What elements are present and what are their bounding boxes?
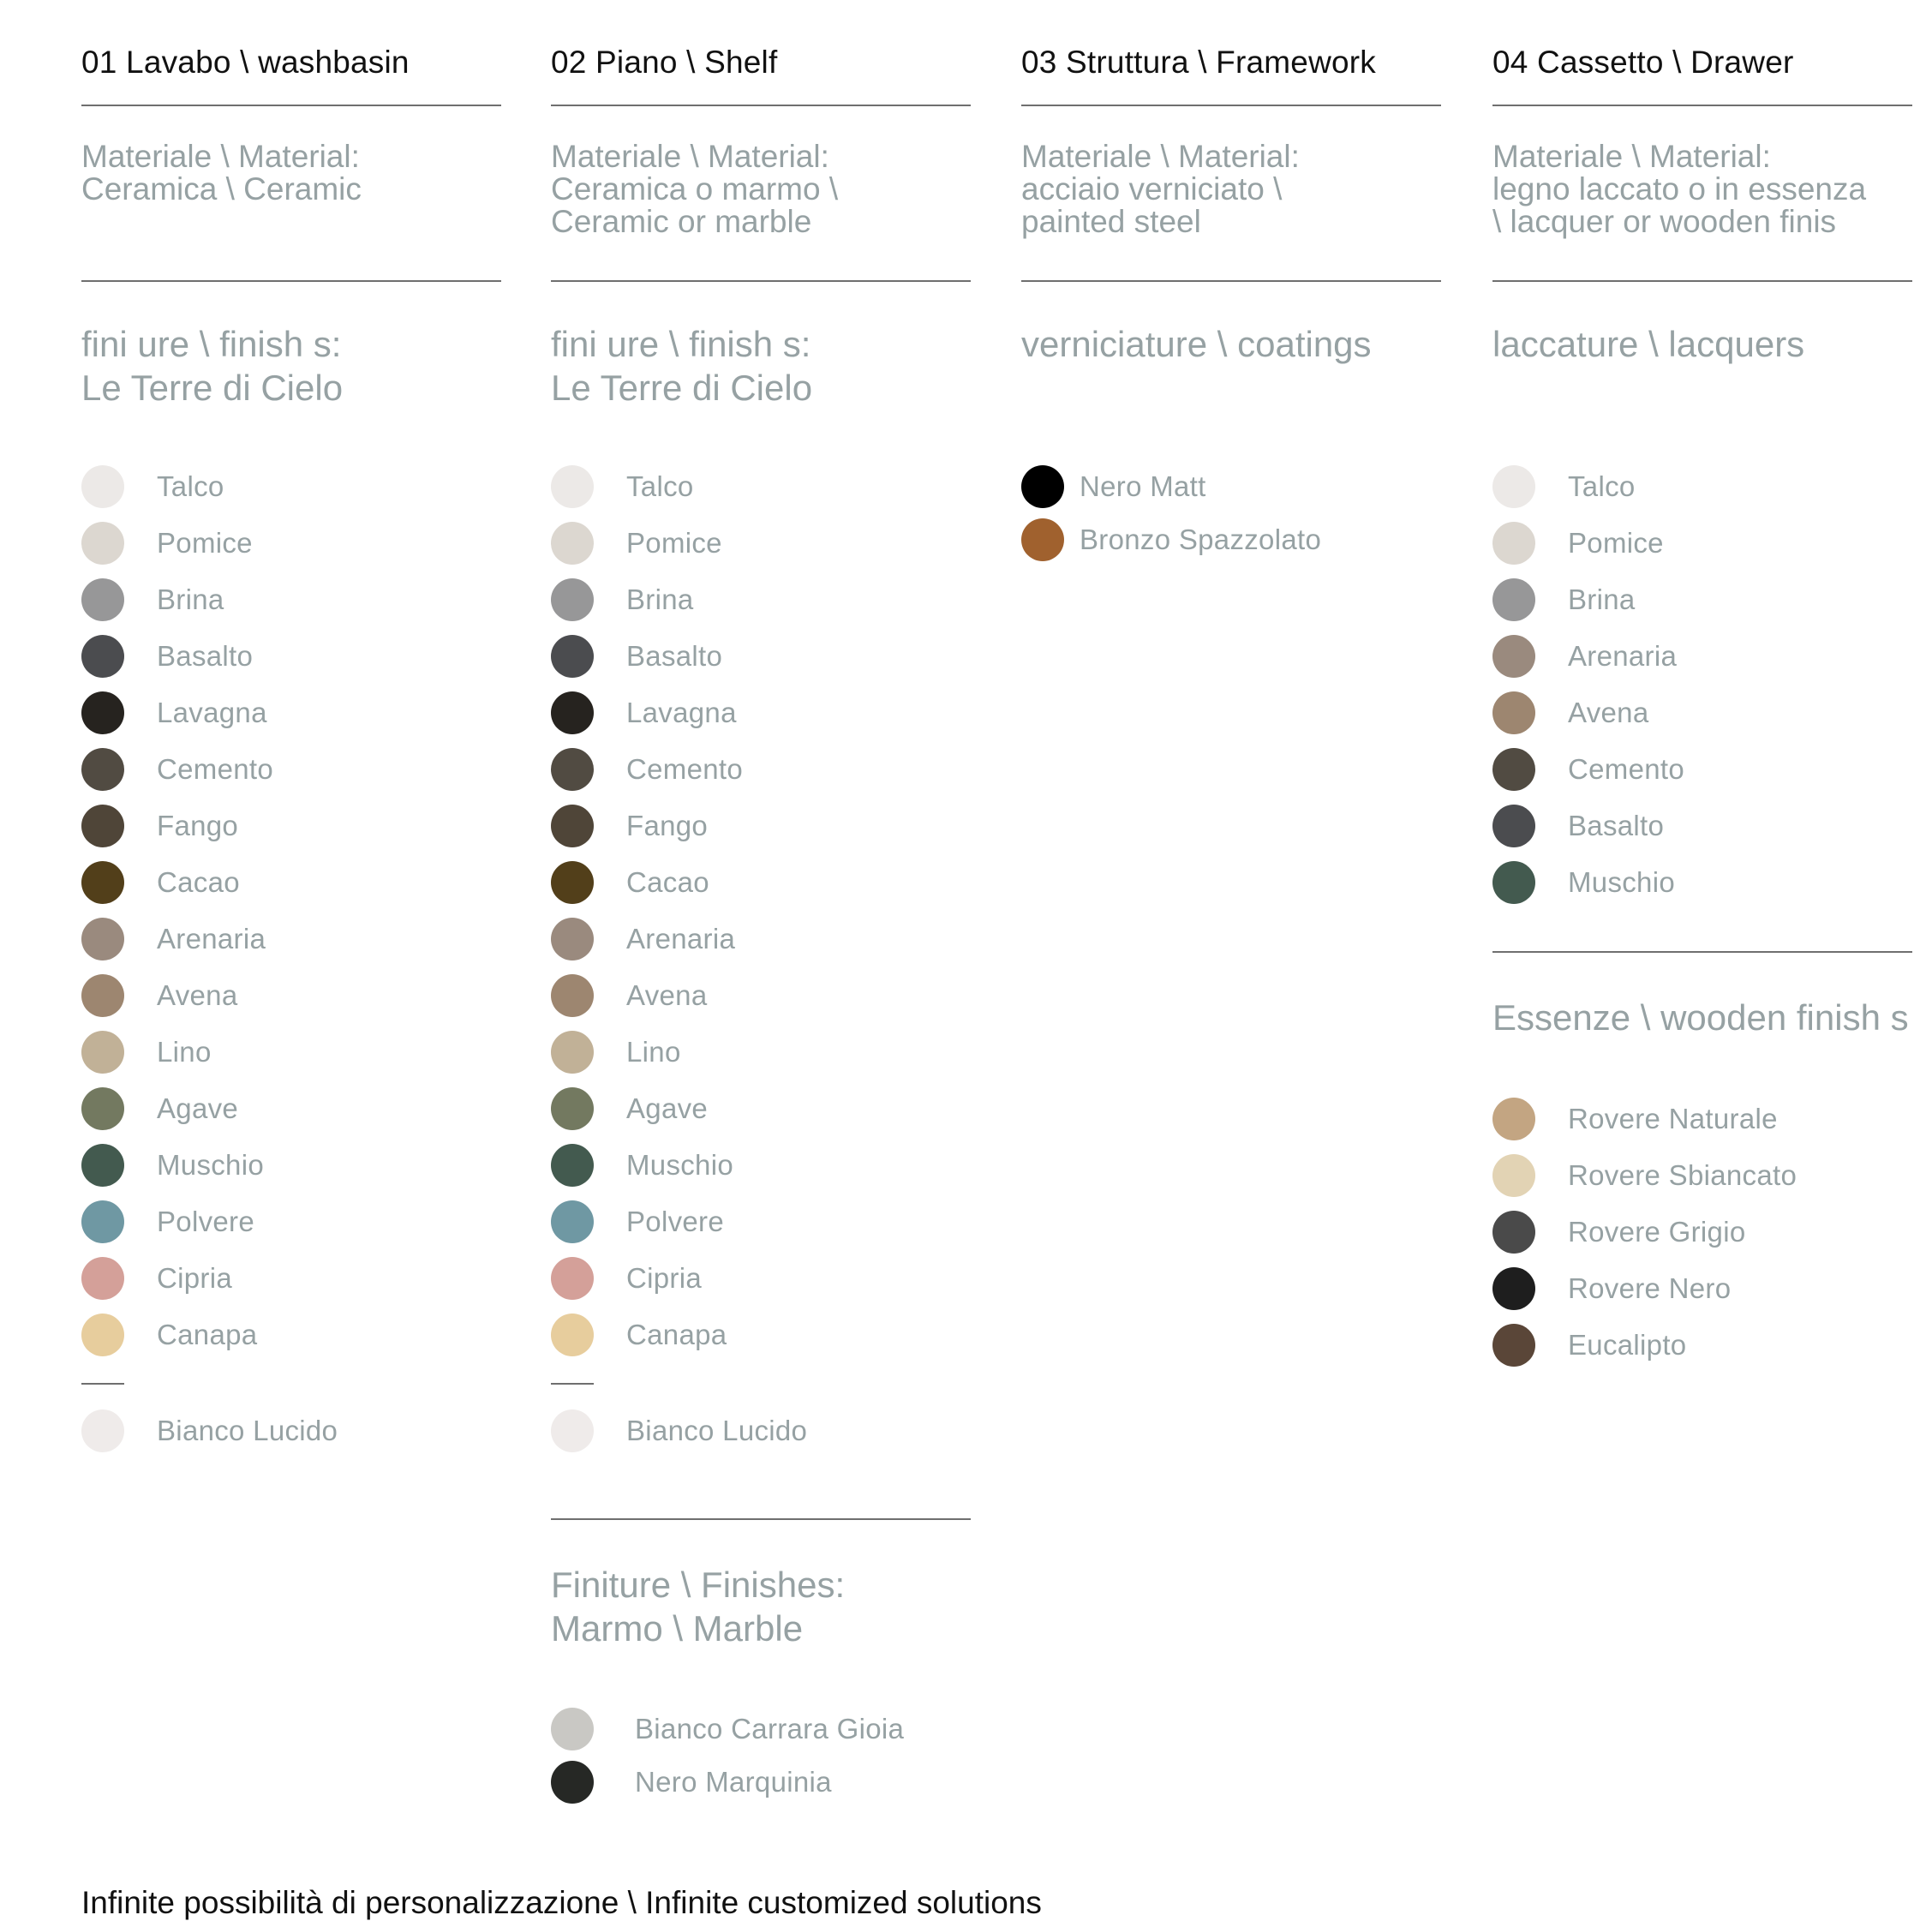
swatch-label: Pomice [1568,527,1664,559]
material-line: Materiale \ Material: [1492,139,1771,174]
finish-heading [1492,322,1804,366]
material-text [551,141,838,238]
swatch-label: Cemento [157,753,274,785]
finish-heading-line: fini ure \ finish s: [551,324,811,364]
material-line: Ceramica \ Ceramic [81,171,362,206]
swatch-label: Pomice [157,527,253,559]
divider [551,105,971,106]
swatch-label: Talco [157,470,224,502]
swatch-label: Arenaria [1568,640,1678,672]
finish-heading [1021,322,1372,366]
color-swatch-icon [551,691,594,734]
material-line: Ceramica o marmo \ [551,171,839,206]
material-line: Ceramic or marble [551,204,812,239]
finish-heading-line: laccature \ lacquers [1492,324,1805,364]
color-swatch-icon [1492,861,1535,904]
swatch-label: Fango [626,810,709,841]
finish-heading-line: fini ure \ finish s: [81,324,342,364]
color-swatch-icon [1021,518,1064,561]
color-swatch-icon [551,974,594,1017]
color-swatch-icon [1492,1098,1535,1140]
divider [551,1518,971,1520]
swatch-label: Canapa [626,1319,727,1350]
color-swatch-icon [1492,691,1535,734]
marble-heading [551,1563,845,1650]
color-swatch-icon [1492,805,1535,847]
color-swatch-icon [551,1087,594,1130]
finish-heading [551,322,812,410]
swatch-label: Muschio [157,1149,264,1181]
divider [1021,280,1441,282]
material-line: \ lacquer or wooden finis [1492,204,1837,239]
divider [551,280,971,282]
swatch-label: Eucalipto [1568,1329,1687,1361]
swatch-label: Cipria [626,1262,702,1294]
color-swatch-icon [81,691,124,734]
swatch-label: Brina [626,583,694,615]
swatch-label: Arenaria [157,923,266,955]
color-swatch-icon [81,974,124,1017]
color-swatch-icon [1492,748,1535,791]
color-swatch-icon [81,465,124,508]
color-swatch-icon [551,861,594,904]
color-swatch-icon [551,522,594,565]
swatch-label: Bianco Carrara Gioia [635,1713,905,1744]
swatch-label: Talco [626,470,694,502]
divider [81,105,501,106]
swatch-label: Talco [1568,470,1636,502]
material-text [1021,141,1300,238]
short-divider [81,1383,124,1385]
color-swatch-icon [1492,1154,1535,1197]
marble-heading-line: Marmo \ Marble [551,1608,804,1649]
color-swatch-icon [81,1409,124,1452]
color-swatch-icon [551,1200,594,1243]
material-line: Materiale \ Material: [551,139,829,174]
swatch-label: Bianco Lucido [157,1415,338,1446]
swatch-label: Brina [157,583,224,615]
color-swatch-icon [1492,1211,1535,1254]
color-swatch-icon [551,578,594,621]
color-swatch-icon [551,918,594,960]
material-text [81,141,362,206]
color-swatch-icon [81,1314,124,1356]
color-swatch-icon [81,1200,124,1243]
swatch-label: Pomice [626,527,722,559]
short-divider [551,1383,594,1385]
color-swatch-icon [1492,1267,1535,1310]
color-swatch-icon [81,1031,124,1074]
color-swatch-icon [81,918,124,960]
swatch-label: Lino [157,1036,212,1068]
swatch-label: Cipria [157,1262,232,1294]
swatch-label: Muschio [626,1149,733,1181]
swatch-label: Basalto [157,640,254,672]
wood-heading [1492,996,1909,1039]
column-title: 02 Piano \ Shelf [551,45,778,80]
finish-heading-line: Le Terre di Cielo [81,368,344,408]
column-title: 04 Cassetto \ Drawer [1492,45,1794,80]
color-swatch-icon [81,1257,124,1300]
color-swatch-icon [551,1144,594,1187]
color-swatch-icon [551,465,594,508]
color-swatch-icon [1492,1324,1535,1367]
swatch-label: Bianco Lucido [626,1415,808,1446]
color-swatch-icon [551,805,594,847]
swatch-label: Lavagna [157,697,267,728]
swatch-label: Agave [626,1092,709,1124]
material-line: legno laccato o in essenza [1492,171,1867,206]
color-swatch-icon [551,1031,594,1074]
column-title: 01 Lavabo \ washbasin [81,45,410,80]
color-swatch-icon [81,805,124,847]
divider [1492,951,1912,953]
color-swatch-icon [81,578,124,621]
swatch-label: Cemento [626,753,744,785]
wood-heading-line: Essenze \ wooden finish s [1492,997,1909,1038]
color-swatch-icon [1492,465,1535,508]
material-text [1492,141,1866,238]
swatch-label: Brina [1568,583,1636,615]
swatch-label: Avena [626,979,708,1011]
swatch-label: Cacao [626,866,709,898]
swatch-label: Rovere Grigio [1568,1216,1746,1248]
color-swatch-icon [81,1144,124,1187]
column-title: 03 Struttura \ Framework [1021,45,1376,80]
swatch-label: Lavagna [626,697,737,728]
color-swatch-icon [81,861,124,904]
color-swatch-icon [551,1314,594,1356]
color-swatch-icon [81,522,124,565]
finish-heading-line: verniciature \ coatings [1021,324,1372,364]
material-line: painted steel [1021,204,1201,239]
color-swatch-icon [1492,578,1535,621]
swatch-label: Cacao [157,866,240,898]
color-swatch-icon [551,748,594,791]
swatch-label: Polvere [626,1206,724,1237]
material-line: acciaio verniciato \ [1021,171,1283,206]
swatch-label: Rovere Naturale [1568,1103,1778,1134]
color-swatch-icon [1492,635,1535,678]
finish-heading-line: Le Terre di Cielo [551,368,813,408]
color-swatch-icon [81,748,124,791]
divider [1492,105,1912,106]
swatch-label: Polvere [157,1206,254,1237]
finish-heading [81,322,343,410]
divider [1492,280,1912,282]
swatch-label: Fango [157,810,239,841]
swatch-label: Nero Matt [1080,470,1206,502]
material-line: Materiale \ Material: [81,139,360,174]
swatch-label: Canapa [157,1319,258,1350]
swatch-label: Rovere Nero [1568,1272,1732,1304]
swatch-label: Cemento [1568,753,1685,785]
swatch-label: Avena [1568,697,1649,728]
color-swatch-icon [1492,522,1535,565]
swatch-label: Agave [157,1092,239,1124]
marble-heading-line: Finiture \ Finishes: [551,1565,846,1605]
swatch-label: Muschio [1568,866,1675,898]
divider [1021,105,1441,106]
footer-tagline: Infinite possibilità di personalizzazione \ Infinite customized solutions [81,1885,1042,1920]
color-swatch-icon [1021,465,1064,508]
swatch-label: Avena [157,979,238,1011]
color-swatch-icon [551,1708,594,1750]
swatch-label: Basalto [1568,810,1665,841]
swatch-label: Nero Marquinia [635,1766,832,1798]
swatch-label: Bronzo Spazzolato [1080,524,1322,555]
color-swatch-icon [551,1409,594,1452]
color-swatch-icon [81,635,124,678]
swatch-label: Rovere Sbiancato [1568,1159,1797,1191]
swatch-label: Arenaria [626,923,736,955]
swatch-label: Lino [626,1036,681,1068]
material-line: Materiale \ Material: [1021,139,1300,174]
color-swatch-icon [551,1761,594,1804]
swatch-label: Basalto [626,640,723,672]
color-swatch-icon [551,635,594,678]
color-swatch-icon [551,1257,594,1300]
color-swatch-icon [81,1087,124,1130]
divider [81,280,501,282]
